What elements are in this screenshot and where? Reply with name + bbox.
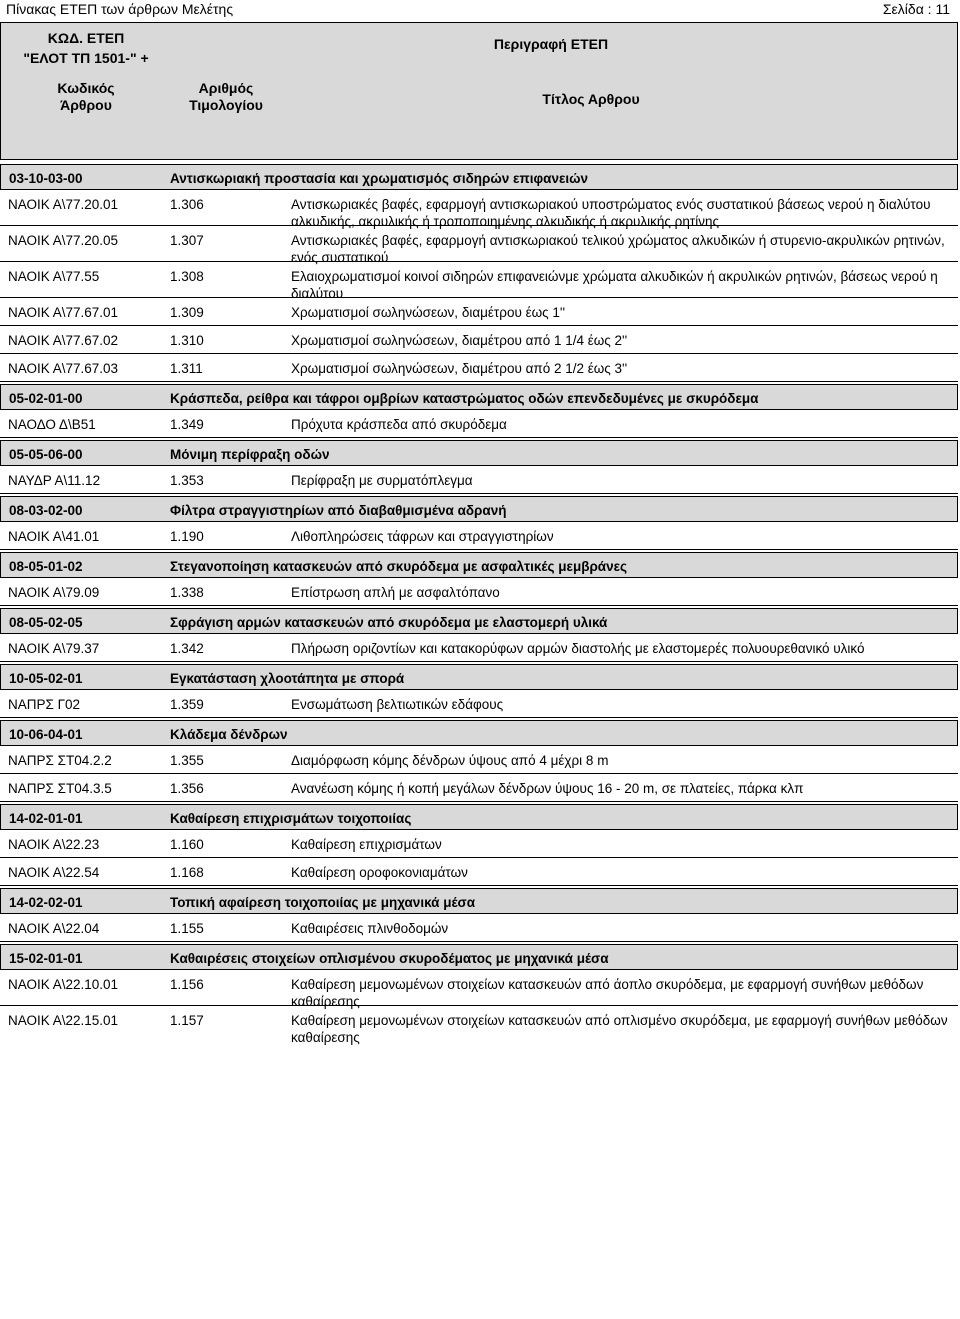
group-description: Μόνιμη περίφραξη οδών — [170, 447, 330, 462]
group-row — [0, 552, 958, 578]
article-code: ΝΑΟΙΚ Α\77.20.01 — [8, 197, 119, 212]
price-number: 1.155 — [170, 921, 204, 936]
price-number: 1.168 — [170, 865, 204, 880]
table-row — [0, 972, 958, 1009]
table-row — [0, 776, 958, 802]
article-title: Καθαίρεση μεμονωμένων στοιχείων κατασκευών από οπλισμένο σκυρόδεμα, με εφαρμογή συνήθων μεθόδων καθαίρεσης — [291, 1013, 948, 1045]
group-code: 08-05-02-05 — [9, 615, 83, 630]
article-code: ΝΑΟΙΚ Α\77.67.02 — [8, 333, 119, 348]
article-title: Ανανέωση κόμης ή κοπή μεγάλων δένδρων ύψους 16 - 20 m, σε πλατείες, πάρκα κλπ — [291, 781, 804, 796]
document-title: Πίνακας ΕΤΕΠ των άρθρων Μελέτης — [6, 1, 234, 17]
header-article-code-line2: Άρθρου — [60, 97, 112, 113]
group-description: Κράσπεδα, ρείθρα και τάφροι ομβρίων καταστρώματος οδών επενδεδυμένες με σκυρόδεμα — [170, 391, 759, 406]
article-code: ΝΑΟΔΟ Δ\Β51 — [8, 417, 96, 432]
article-title: Καθαίρεση οροφοκονιαμάτων — [291, 865, 468, 880]
header-price-no-line2: Τιμολογίου — [189, 97, 263, 113]
price-number: 1.359 — [170, 697, 204, 712]
group-description: Στεγανοποίηση κατασκευών από σκυρόδεμα με ασφαλτικές μεμβράνες — [170, 559, 628, 574]
article-code: ΝΑΠΡΣ Γ02 — [8, 697, 81, 712]
table-row — [0, 468, 958, 494]
article-code: ΝΑΠΡΣ ΣΤ04.2.2 — [8, 753, 112, 768]
group-row — [0, 496, 958, 522]
group-code: 10-06-04-01 — [9, 727, 83, 742]
price-number: 1.311 — [170, 361, 203, 376]
group-code: 05-05-06-00 — [9, 447, 83, 462]
price-number: 1.309 — [170, 305, 204, 320]
article-code: ΝΑΟΙΚ Α\77.20.05 — [8, 233, 119, 248]
header-article-title: Τίτλος Αρθρου — [542, 91, 640, 107]
table-row — [0, 300, 958, 326]
header-article-code-line1: Κωδικός — [57, 80, 115, 96]
article-code: ΝΑΟΙΚ Α\22.04 — [8, 921, 100, 936]
group-row — [0, 384, 958, 410]
price-number: 1.156 — [170, 977, 204, 992]
article-title: Χρωματισμοί σωληνώσεων, διαμέτρου από 1 1/4 έως 2'' — [291, 333, 628, 348]
group-row — [0, 804, 958, 830]
table-row — [0, 748, 958, 774]
group-code: 03-10-03-00 — [9, 171, 83, 186]
table-row — [0, 524, 958, 550]
article-title: Καθαίρεση μεμονωμένων στοιχείων κατασκευών από άοπλο σκυρόδεμα, με εφαρμογή συνήθων μεθόδων καθαίρεσης — [291, 977, 924, 1009]
table-header — [0, 22, 958, 160]
group-description: Εγκατάσταση χλοοτάπητα με σπορά — [170, 671, 405, 686]
group-code: 15-02-01-01 — [9, 951, 83, 966]
article-title: Χρωματισμοί σωληνώσεων, διαμέτρου από 2 1/2 έως 3'' — [291, 361, 628, 376]
article-title: Πλήρωση οριζοντίων και κατακορύφων αρμών διαστολής με ελαστομερές πολυουρεθανικό υλικό — [291, 641, 865, 656]
article-code: ΝΑΟΙΚ Α\22.54 — [8, 865, 100, 880]
header-code-line1: ΚΩΔ. ΕΤΕΠ — [47, 30, 125, 46]
group-row — [0, 664, 958, 690]
price-number: 1.306 — [170, 197, 204, 212]
price-number: 1.157 — [170, 1013, 204, 1028]
article-code: ΝΑΠΡΣ ΣΤ04.3.5 — [8, 781, 112, 796]
article-code: ΝΑΟΙΚ Α\79.09 — [8, 585, 100, 600]
table-row — [0, 412, 958, 438]
table-row — [0, 916, 958, 942]
group-code: 08-05-01-02 — [9, 559, 83, 574]
table-row — [0, 692, 958, 718]
table-row — [0, 832, 958, 858]
article-title: Λιθοπληρώσεις τάφρων και στραγγιστηρίων — [291, 529, 554, 544]
group-row — [0, 888, 958, 914]
price-number: 1.160 — [170, 837, 204, 852]
group-row — [0, 440, 958, 466]
article-title: Πρόχυτα κράσπεδα από σκυρόδεμα — [291, 417, 507, 432]
price-number: 1.342 — [170, 641, 204, 656]
price-number: 1.353 — [170, 473, 204, 488]
group-description: Καθαιρέσεις στοιχείων οπλισμένου σκυροδέματος με μηχανικά μέσα — [170, 951, 609, 966]
group-description: Φίλτρα στραγγιστηρίων από διαβαθμισμένα αδρανή — [170, 503, 507, 518]
article-title: Αντισκωριακές βαφές, εφαρμογή αντισκωριακού τελικού χρώματος αλκυδικών ή στυρενιο-ακρυλικών ρητινών, ενός συστατικού — [291, 233, 945, 265]
article-title: Ελαιοχρωματισμοί κοινοί σιδηρών επιφανειώνμε χρώματα αλκυδικών ή ακρυλικών ρητινών, βάσεως νερού η διαλύτου — [291, 269, 938, 301]
article-code: ΝΑΟΙΚ Α\22.23 — [8, 837, 100, 852]
group-description: Καθαίρεση επιχρισμάτων τοιχοποιίας — [170, 811, 412, 826]
group-code: 10-05-02-01 — [9, 671, 83, 686]
header-description: Περιγραφή ΕΤΕΠ — [493, 36, 609, 52]
article-code: ΝΑΟΙΚ Α\77.67.01 — [8, 305, 119, 320]
table-row — [0, 860, 958, 886]
price-number: 1.338 — [170, 585, 204, 600]
group-description: Σφράγιση αρμών κατασκευών από σκυρόδεμα με ελαστομερή υλικά — [170, 615, 608, 630]
table-row — [0, 636, 958, 662]
article-code: ΝΑΟΙΚ Α\22.10.01 — [8, 977, 119, 992]
article-title: Ενσωμάτωση βελτιωτικών εδάφους — [291, 697, 504, 712]
table-row — [0, 228, 958, 265]
price-number: 1.310 — [170, 333, 204, 348]
article-code: ΝΑΟΙΚ Α\22.15.01 — [8, 1013, 119, 1028]
price-number: 1.355 — [170, 753, 204, 768]
article-title: Χρωματισμοί σωληνώσεων, διαμέτρου έως 1'' — [291, 305, 566, 320]
table-row — [0, 264, 958, 301]
group-row — [0, 164, 958, 190]
group-description: Αντισκωριακή προστασία και χρωματισμός σιδηρών επιφανειών — [170, 171, 589, 186]
page-header — [0, 0, 960, 22]
article-title: Αντισκωριακές βαφές, εφαρμογή αντισκωριακού υποστρώματος ενός συστατικού βάσεως νερού η διαλύτου αλκυδικής, ακρυλικής ή τροποποιημένης αλκυδικής ή ακρυλικής ρητίνης — [291, 197, 931, 229]
group-row — [0, 720, 958, 746]
group-code: 14-02-02-01 — [9, 895, 83, 910]
group-code: 05-02-01-00 — [9, 391, 83, 406]
price-number: 1.190 — [170, 529, 204, 544]
group-code: 14-02-01-01 — [9, 811, 83, 826]
table-row — [0, 356, 958, 382]
article-code: ΝΑΟΙΚ Α\77.55 — [8, 269, 100, 284]
article-title: Περίφραξη με συρματόπλεγμα — [291, 473, 473, 488]
article-code: ΝΑΟΙΚ Α\79.37 — [8, 641, 100, 656]
article-title: Καθαιρέσεις πλινθοδομών — [291, 921, 449, 936]
article-code: ΝΑΟΙΚ Α\41.01 — [8, 529, 100, 544]
price-number: 1.349 — [170, 417, 204, 432]
group-code: 08-03-02-00 — [9, 503, 83, 518]
price-number: 1.307 — [170, 233, 204, 248]
article-title: Διαμόρφωση κόμης δένδρων ύψους από 4 μέχρι 8 m — [291, 753, 609, 768]
article-code: ΝΑΥΔΡ Α\11.12 — [8, 473, 101, 488]
article-title: Επίστρωση απλή με ασφαλτόπανο — [291, 585, 500, 600]
price-number: 1.356 — [170, 781, 204, 796]
header-code-line2: "ΕΛΟΤ ΤΠ 1501-" + — [23, 50, 149, 66]
group-description: Κλάδεμα δένδρων — [170, 727, 288, 742]
group-row — [0, 944, 958, 970]
table-row — [0, 1008, 958, 1045]
group-row — [0, 608, 958, 634]
table-row — [0, 192, 958, 229]
page-number: Σελίδα : 11 — [882, 1, 950, 17]
article-title: Καθαίρεση επιχρισμάτων — [291, 837, 442, 852]
article-code: ΝΑΟΙΚ Α\77.67.03 — [8, 361, 119, 376]
table-row — [0, 328, 958, 354]
group-description: Τοπική αφαίρεση τοιχοποιίας με μηχανικά μέσα — [170, 895, 476, 910]
table-row — [0, 580, 958, 606]
header-price-no-line1: Αριθμός — [198, 80, 254, 96]
price-number: 1.308 — [170, 269, 204, 284]
